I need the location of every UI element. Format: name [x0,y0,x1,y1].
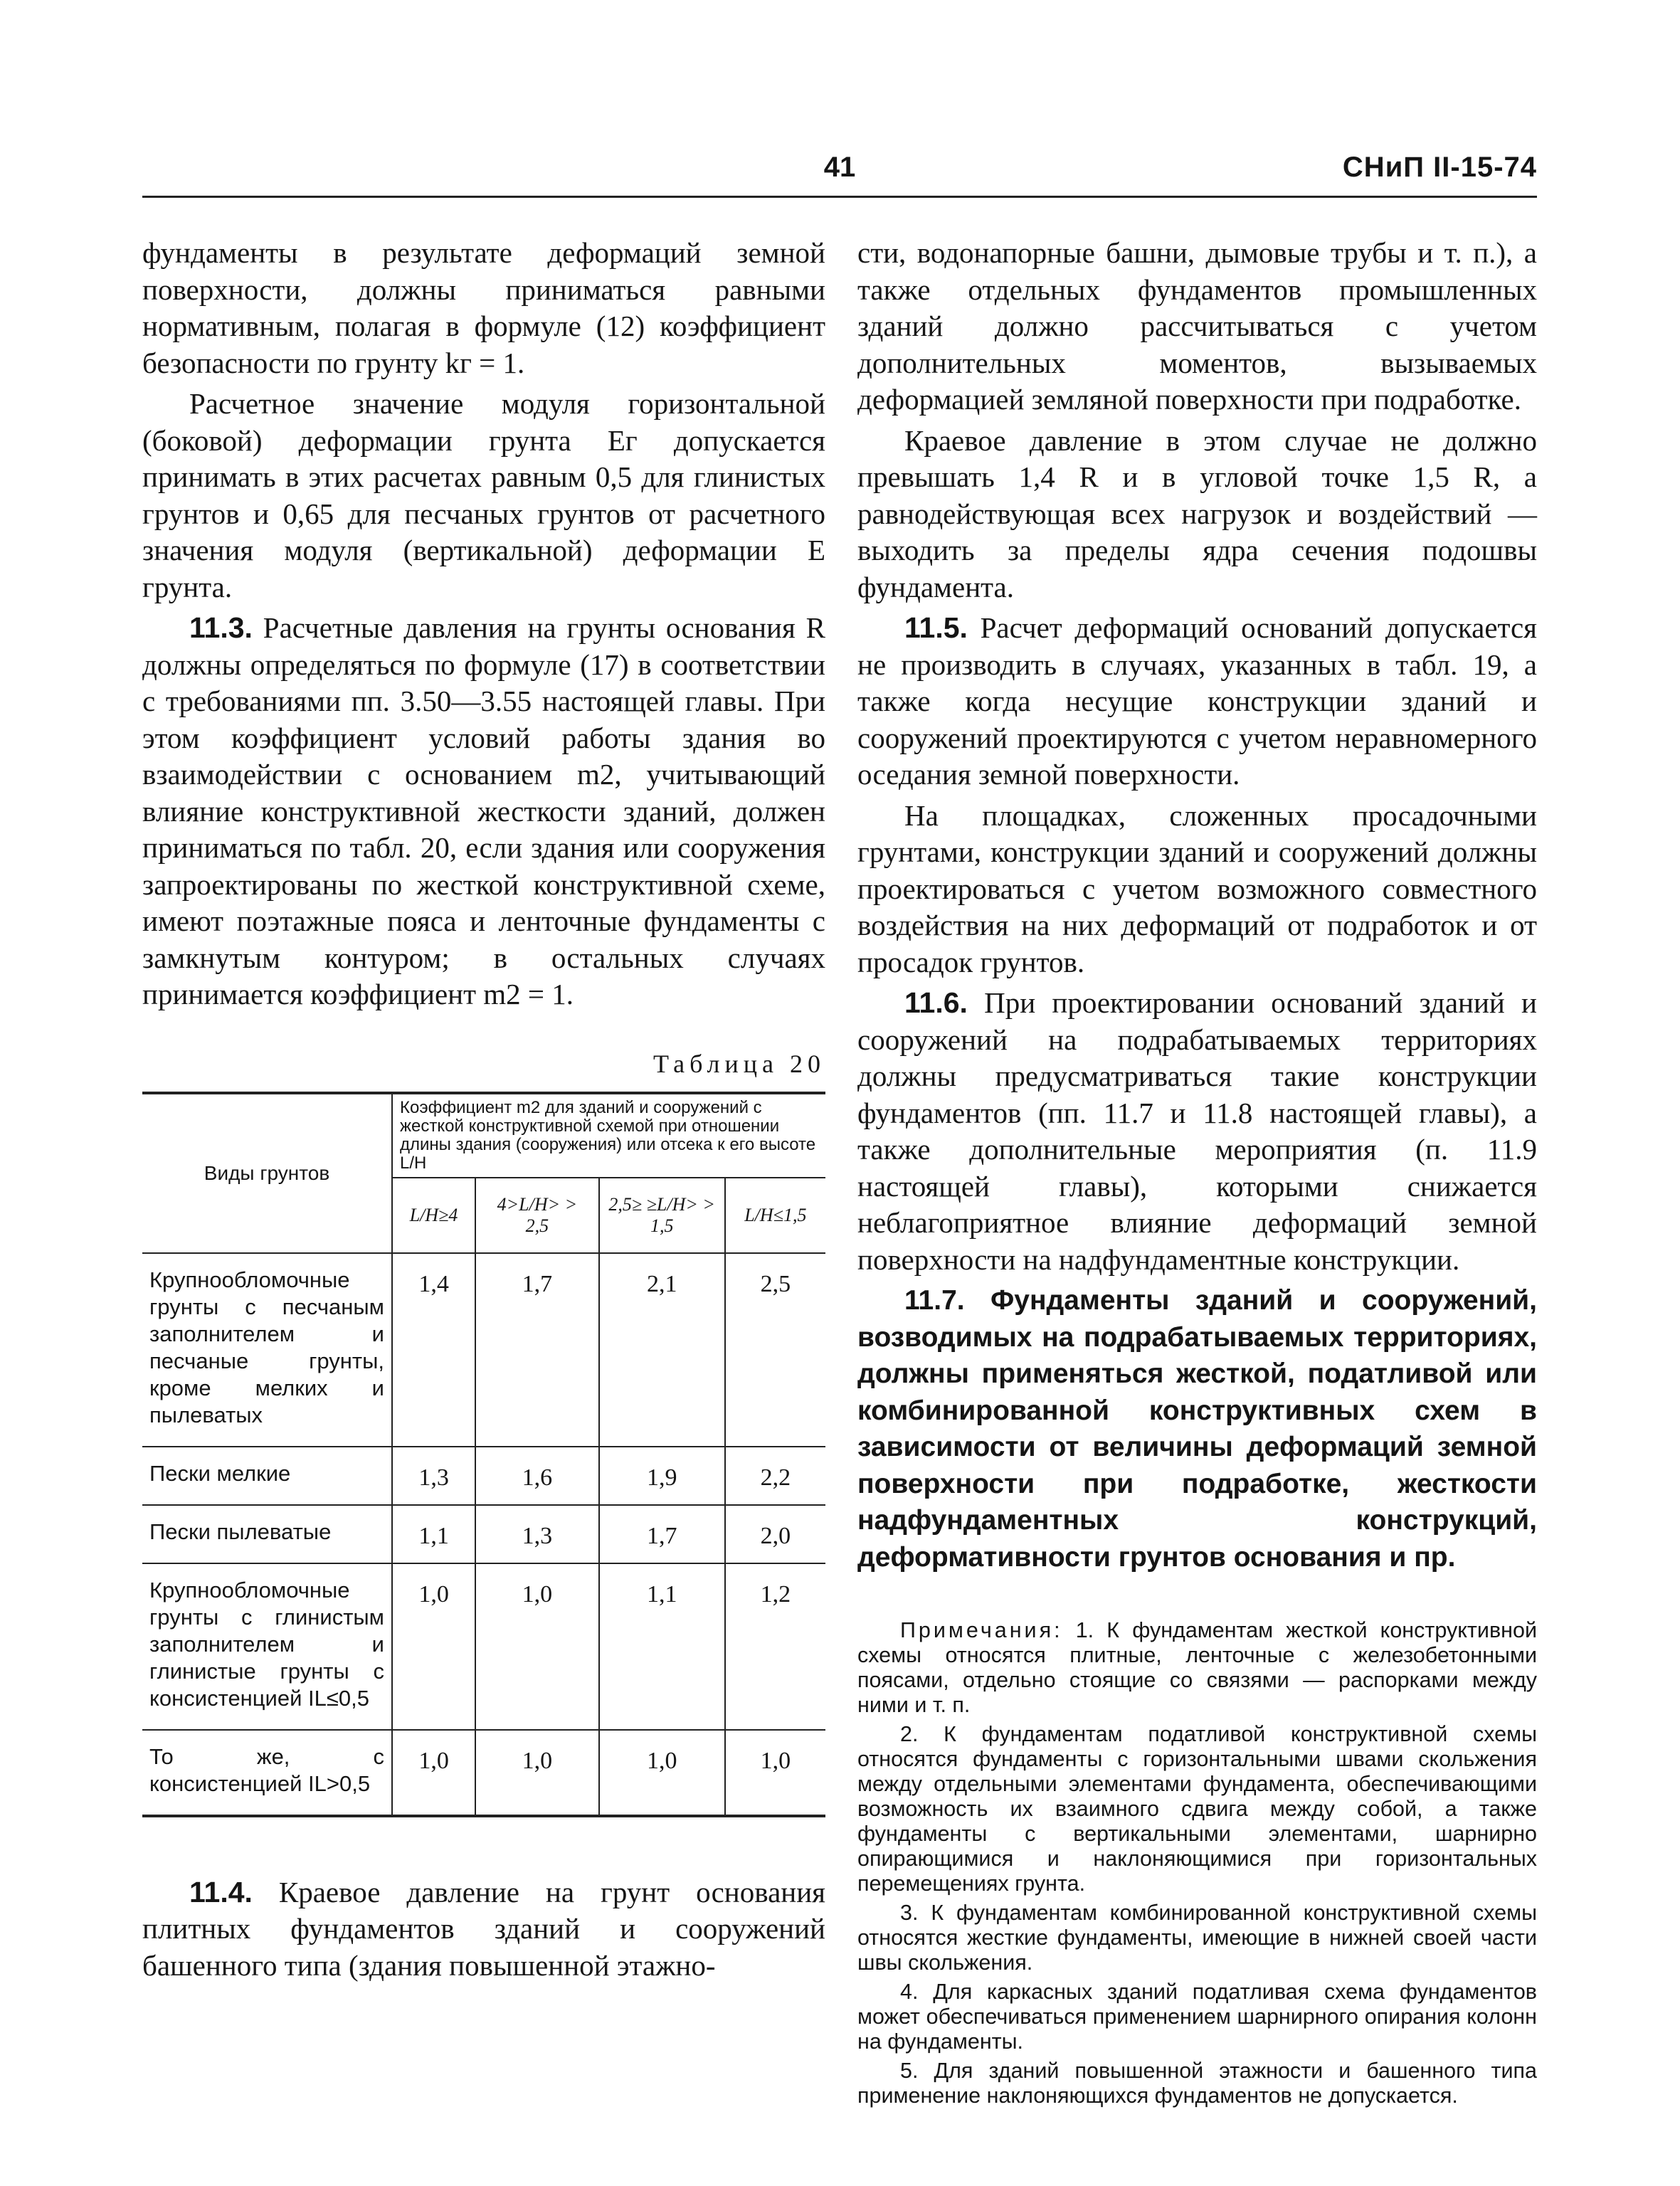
table-cell-value: 1,0 [475,1730,599,1816]
note-3: 3. К фундаментам комбинированной конструктивной схемы относятся жесткие фундаменты, имеющие в нижней своей части швы скольжения. [857,1901,1537,1975]
paragraph-text: Расчет деформаций оснований допускается не производить в случаях, указанных в табл. 19, а также когда несущие конструкции зданий и сооружений проектируются с учетом неравномерного оседания земной поверхности. [857,611,1537,791]
paragraph-subsidence: На площадках, сложенных просадочными грунтами, конструкции зданий и сооружений должны проектироваться с учетом возможного совместного воздействия на них деформаций от подработок и от просадок грунтов. [857,798,1537,978]
table-cell-soil: Пески мелкие [142,1447,392,1505]
column-header-ratio-2: 4>L/H> > 2,5 [475,1178,599,1253]
table-cell-value: 1,7 [599,1505,725,1563]
table-cell-value: 2,1 [599,1253,725,1447]
table-cell-value: 1,1 [599,1563,725,1730]
paragraph-11-4 [142,1874,825,1985]
table-caption: Таблица 20 [653,1049,825,1078]
table-cell-value: 1,1 [392,1505,475,1563]
table-cell-value: 1,9 [599,1447,725,1505]
table-cell-value: 1,0 [392,1730,475,1816]
paragraph-text: Краевое давление на грунт основания плитных фундаментов зданий и сооружений башенного типа (здания повышенной этажно- [142,1875,826,1982]
table-cell-value: 1,6 [475,1447,599,1505]
paragraph-11-6 [857,985,1537,1278]
note-4: 4. Для каркасных зданий податливая схема фундаментов может обеспечиваться применением шарнирного опирания колонн на фундаменты. [857,1980,1537,2054]
section-number: 11.6. [904,986,968,1019]
note-1 [857,1618,1537,1718]
table-cell-value: 1,0 [475,1563,599,1730]
paragraph-11-7 [857,1282,1537,1575]
page-header [142,146,1537,198]
table-row [142,1505,825,1563]
column-header-coefficient: Коэффициент m2 для зданий и сооружений с жесткой конструктивной схемой при отношении длины здания (сооружения) или отсека к его высоте L/H [392,1093,825,1178]
table-cell-value: 1,7 [475,1253,599,1447]
paragraph-text: При проектировании оснований зданий и сооружений на подрабатываемых территориях должны предусматриваться такие конструкции фундаментов (пп. 11.7 и 11.8 настоящей главы), а также дополнительные мероприятия (п. 11.9 настоящей главы), которыми снижается неблагоприятное влияние деформаций земной поверхности на надфундаментные конструкции. [857,986,1537,1276]
section-number: 11.3. [189,611,253,644]
table-cell-soil: Крупнообломочные грунты с глинистым заполнителем и глинистые грунты с консистенцией IL≤0,5 [142,1563,392,1730]
note-5: 5. Для зданий повышенной этажности и башенного типа применение наклоняющихся фундаментов не допускается. [857,2059,1537,2108]
table-cell-value: 1,3 [392,1447,475,1505]
notes-title: Примечания: [900,1618,1063,1642]
table-cell-value: 1,0 [599,1730,725,1816]
paragraph-11-3 [142,610,825,1013]
table-cell-value: 2,2 [725,1447,825,1505]
section-number: 11.5. [904,611,968,644]
table-cell-value: 1,3 [475,1505,599,1563]
notes-block [857,1618,1537,2108]
document-code: СНиП II-15-74 [1342,152,1537,183]
paragraph-continuation: сти, водонапорные башни, дымовые трубы и т. п.), а также отдельных фундаментов промышленных зданий должно рассчитываться с учетом дополнительных моментов, вызываемых деформацией земляной поверхности при подработке. [857,236,1537,416]
table-cell-soil: Пески пылеватые [142,1505,392,1563]
table-cell-value: 2,0 [725,1505,825,1563]
paragraph-text: Фундаменты зданий и сооружений, возводимых на подрабатываемых территориях, должны применяться жесткой, податливой или комбинированной конструктивных схем в зависимости от величины деформаций земной поверхности при подработке, жесткости надфундаментных конструкций, деформативности грунтов основания и пр. [857,1285,1537,1573]
table-cell-value: 1,0 [725,1730,825,1816]
paragraph-edge-pressure: Краевое давление в этом случае не должно превышать 1,4 R и в угловой точке 1,5 R, а равнодействующая всех нагрузок и воздействий — выходить за пределы ядра сечения подошвы фундамента. [857,423,1537,603]
note-2: 2. К фундаментам податливой конструктивной схемы относятся фундаменты с горизонтальными швами скольжения между отдельными элементами фундамента, обеспечивающими возможность их взаимного сдвига между собой, а также фундаменты с вертикальными элементами, шарнирно опирающимися и наклоняющимися при горизонтальных перемещениях грунта. [857,1722,1537,1896]
column-header-soil-kind: Виды грунтов [142,1093,392,1253]
column-header-ratio-1: L/H≥4 [392,1178,475,1253]
left-column [142,235,825,1988]
table-row [142,1447,825,1505]
table-row [142,1730,825,1816]
table-cell-soil: Крупнообломочные грунты с песчаным заполнителем и песчаные грунты, кроме мелких и пылеватых [142,1253,392,1447]
table-cell-value: 1,0 [392,1563,475,1730]
table-row [142,1253,825,1447]
paragraph-11-5 [857,610,1537,793]
note-text: 1. К фундаментам жесткой конструктивной схемы относятся плитные, ленточные с железобетонными поясами, отдельно стоящие со связями — распорками между ними и т. п. [857,1618,1537,1717]
table-cell-value: 1,2 [725,1563,825,1730]
column-header-ratio-3: 2,5≥ ≥L/H> > 1,5 [599,1178,725,1253]
right-column [857,235,1537,2113]
soil-coefficient-table [142,1092,825,1817]
section-number: 11.7. [904,1285,965,1316]
table-row [142,1563,825,1730]
table-cell-value: 1,4 [392,1253,475,1447]
table-cell-value: 2,5 [725,1253,825,1447]
section-number: 11.4. [189,1875,253,1908]
paragraph-continuation: фундаменты в результате деформаций земной поверхности, должны приниматься равными нормативным, полагая в формуле (12) коэффициент безопасности по грунту kг = 1. [142,236,825,379]
paragraph-text: Расчетные давления на грунты основания R должны определяться по формуле (17) в соответствии с требованиями пп. 3.50—3.55 настоящей главы. При этом коэффициент условий работы здания во взаимодействии с основанием m2, учитывающий влияние конструктивной жесткости зданий, должен приниматься по табл. 20, если здания или сооружения запроектированы по жесткой конструктивной схеме, имеют поэтажные пояса и ленточные фундаменты с замкнутым контуром; в остальных случаях принимается коэффициент m2 = 1. [142,611,825,1010]
column-header-ratio-4: L/H≤1,5 [725,1178,825,1253]
page-number: 41 [823,152,856,183]
paragraph-modulus: Расчетное значение модуля горизонтальной (боковой) деформации грунта Eг допускается принимать в этих расчетах равным 0,5 для глинистых грунтов и 0,65 для песчаных грунтов от расчетного значения модуля (вертикальной) деформации E грунта. [142,387,825,603]
table-cell-soil: То же, с консистенцией IL>0,5 [142,1730,392,1816]
